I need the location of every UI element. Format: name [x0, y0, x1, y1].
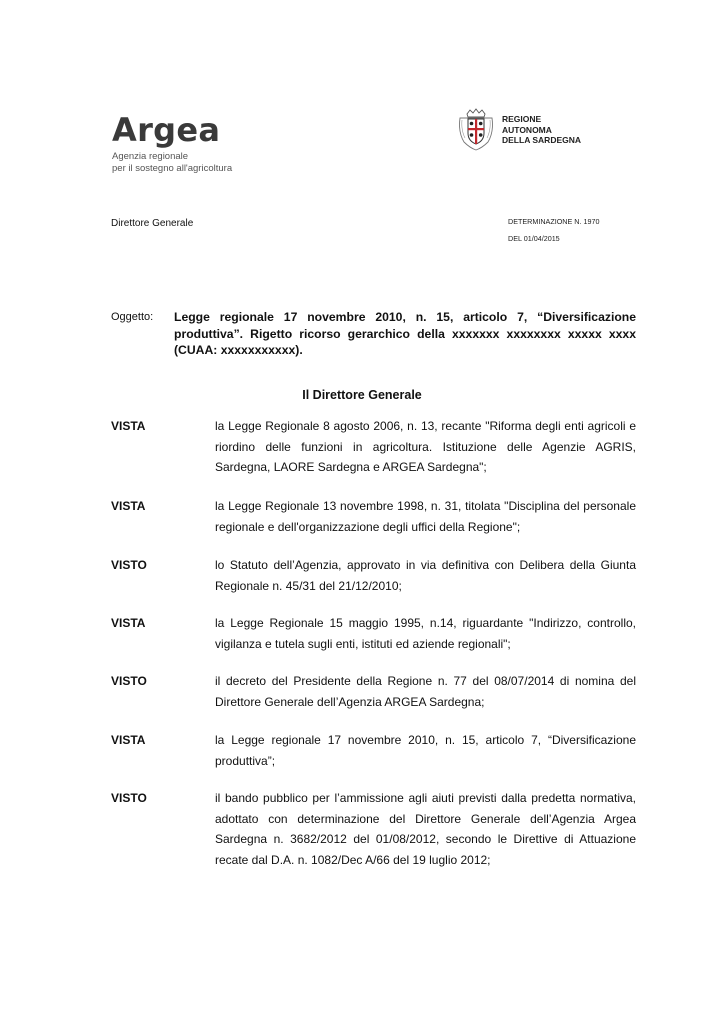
clause-key: VISTA [111, 733, 146, 747]
agency-subtitle-1: Agenzia regionale [112, 151, 189, 162]
clause-text: il decreto del Presidente della Regione n. 77 del 08/07/2014 di nomina del Direttore Generale dell’Agenzia ARGEA Sardegna; [215, 674, 636, 709]
clause-text: la Legge Regionale 8 agosto 2006, n. 13, recante "Riforma degli enti agricoli e riordino delle funzioni in agricoltura. Istituzione delle Agenzie AGRIS, Sardegna, LAORE Sardegna e ARGEA Sardegna"; [215, 419, 636, 474]
region-name-line-1: REGIONE [502, 114, 542, 125]
region-logo [456, 108, 581, 152]
determination-info [508, 217, 599, 243]
clause-text: lo Statuto dell’Agenzia, approvato in via definitiva con Delibera della Giunta Regionale n. 45/31 del 21/12/2010; [215, 558, 636, 593]
clause-key: VISTA [111, 419, 146, 433]
determination-date: DEL 01/04/2015 [508, 234, 560, 243]
subject-label: Oggetto: [111, 311, 154, 323]
clause-text: la Legge Regionale 15 maggio 1995, n.14, riguardante "Indirizzo, controllo, vigilanza e tutela sugli enti, istituti ed aziende regionali"; [215, 616, 636, 651]
clause-text: la Legge Regionale 13 novembre 1998, n. 31, titolata "Disciplina del personale regionale e dell'organizzazione degli uffici della Regione"; [215, 499, 636, 534]
agency-subtitle-2: per il sostegno all'agricoltura [112, 163, 233, 174]
region-name-line-2: AUTONOMA [502, 124, 552, 135]
clause-key: VISTO [111, 674, 147, 688]
clause-key: VISTO [111, 791, 147, 805]
subject-text: Legge regionale 17 novembre 2010, n. 15, articolo 7, “Diversificazione produttiva”. Rigetto ricorso gerarchico della xxxxxxx xxxxxxxx xxxxx xxxx (CUAA: xxxxxxxxxxx). [174, 310, 636, 357]
clause-text: la Legge regionale 17 novembre 2010, n. 15, articolo 7, “Diversificazione produttiva”; [215, 733, 636, 768]
agency-name: Argea [112, 111, 221, 149]
argea-logo [112, 112, 232, 175]
director-label: Direttore Generale [111, 218, 194, 229]
determination-number: DETERMINAZIONE N. 1970 [508, 217, 600, 226]
coat-of-arms-icon [456, 108, 496, 152]
region-name-line-3: DELLA SARDEGNA [502, 135, 582, 146]
document-heading: Il Direttore Generale [302, 388, 422, 402]
clause-key: VISTO [111, 558, 147, 572]
clause-key: VISTA [111, 616, 146, 630]
clause-text: il bando pubblico per l’ammissione agli aiuti previsti dalla predetta normativa, adottato con determinazione del Direttore Generale dell’Agenzia Argea Sardegna n. 3682/2012 del 01/08/2012, secondo le Direttive di Attuazione recate dal D.A. n. 1082/Dec A/66 del 19 luglio 2012; [215, 791, 636, 867]
clause-key: VISTA [111, 499, 146, 513]
